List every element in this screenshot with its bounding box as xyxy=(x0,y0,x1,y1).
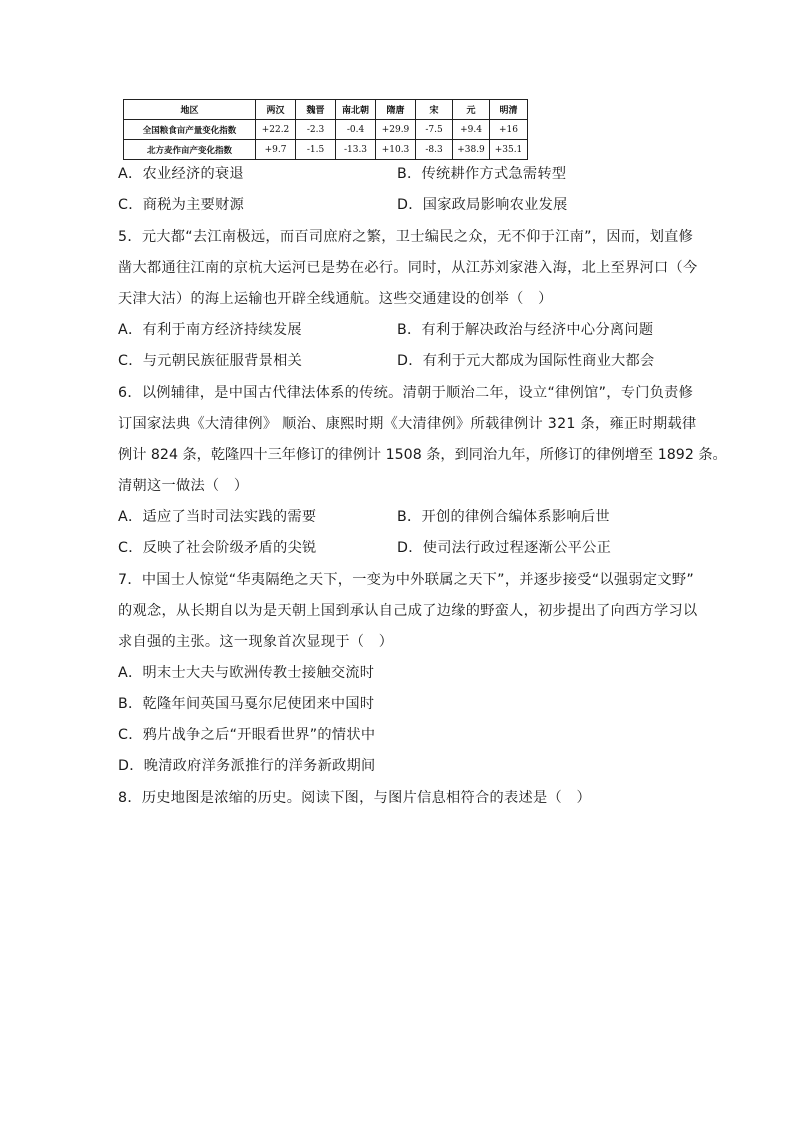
table-cell: -7.5 xyxy=(416,120,453,140)
table-header-cell: 南北朝 xyxy=(336,100,376,120)
q6-stem-line: 例计 824 条，乾隆四十三年修订的律例计 1508 条，到同治九年，所修订的律例增至 1892 条。 xyxy=(118,447,727,463)
q5-option-c: C．与元朝民族征服背景相关 xyxy=(118,353,303,369)
q4-option-a: A．农业经济的衰退 xyxy=(118,166,244,182)
table-cell: -0.4 xyxy=(336,120,376,140)
table-cell: -2.3 xyxy=(296,120,336,140)
q5-stem-line: 5．元大都“去江南极远，而百司庶府之繁，卫士编民之众，无不仰于江南”，因而，划直修 xyxy=(118,229,694,245)
table-header-cell: 地区 xyxy=(124,100,256,120)
q5-option-a: A．有利于南方经济持续发展 xyxy=(118,322,302,338)
table-row xyxy=(124,140,528,160)
table-cell: +38.9 xyxy=(453,140,490,160)
q7-option-a: A．明末士大夫与欧洲传教士接触交流时 xyxy=(118,665,375,681)
q5-option-b: B．有利于解决政治与经济中心分离问题 xyxy=(397,322,654,338)
table-cell: -8.3 xyxy=(416,140,453,160)
table-header-cell: 明清 xyxy=(490,100,528,120)
q4-option-b: B．传统耕作方式急需转型 xyxy=(397,166,567,182)
table-header-row xyxy=(124,100,528,120)
q7-option-b: B．乾隆年间英国马戛尔尼使团来中国时 xyxy=(118,696,375,712)
q6-stem-line: 6．以例辅律，是中国古代律法体系的传统。清朝于顺治二年，设立“律例馆”，专门负责修 xyxy=(118,385,694,401)
table-header-cell: 隋唐 xyxy=(376,100,416,120)
q6-stem-line: 清朝这一做法（ ） xyxy=(118,478,249,494)
table-cell: +9.4 xyxy=(453,120,490,140)
q8-stem-line: 8．历史地图是浓缩的历史。阅读下图，与图片信息相符合的表述是（ ） xyxy=(118,790,591,806)
table-header-cell: 两汉 xyxy=(256,100,296,120)
table-row xyxy=(124,120,528,140)
q5-stem-line: 天津大沽）的海上运输也开辟全线通航。这些交通建设的创举（ ） xyxy=(118,291,553,307)
table-cell: -13.3 xyxy=(336,140,376,160)
table-header-cell: 宋 xyxy=(416,100,453,120)
q6-option-d: D．使司法行政过程逐渐公平公正 xyxy=(397,540,612,556)
q6-stem-line: 订国家法典《大清律例》 顺治、康熙时期《大清律例》所载律例计 321 条，雍正时期载律 xyxy=(118,416,697,432)
q7-option-c: C．鸦片战争之后“开眼看世界”的情状中 xyxy=(118,727,376,743)
table-header-cell: 元 xyxy=(453,100,490,120)
q7-stem-line: 求自强的主张。这一现象首次显现于（ ） xyxy=(118,634,394,650)
table-header-cell: 魏晋 xyxy=(296,100,336,120)
q5-stem-line: 凿大都通往江南的京杭大运河已是势在必行。同时，从江苏刘家港入海，北上至界河口（今 xyxy=(118,260,698,276)
q5-option-d: D．有利于元大都成为国际性商业大都会 xyxy=(397,353,655,369)
table-cell: +9.7 xyxy=(256,140,296,160)
q6-option-a: A．适应了当时司法实践的需要 xyxy=(118,509,317,525)
table-cell: +16 xyxy=(490,120,528,140)
q4-option-c: C．商税为主要财源 xyxy=(118,197,245,213)
q7-stem-line: 的观念，从长期自以为是天朝上国到承认自己成了边缘的野蛮人，初步提出了向西方学习以 xyxy=(118,603,698,619)
table-cell: +29.9 xyxy=(376,120,416,140)
table-cell: +35.1 xyxy=(490,140,528,160)
q6-option-c: C．反映了社会阶级矛盾的尖锐 xyxy=(118,540,317,556)
q7-option-d: D．晚清政府洋务派推行的洋务新政期间 xyxy=(118,758,376,774)
yield-index-table xyxy=(123,99,528,160)
q4-option-d: D．国家政局影响农业发展 xyxy=(397,197,568,213)
table-cell: -1.5 xyxy=(296,140,336,160)
table-cell: 全国粮食亩产量变化指数 xyxy=(124,120,256,140)
table-cell: 北方麦作亩产变化指数 xyxy=(124,140,256,160)
q7-stem-line: 7．中国士人惊觉“华夷隔绝之天下，一变为中外联属之天下”，并逐步接受“以强弱定文野” xyxy=(118,572,694,588)
table-cell: +10.3 xyxy=(376,140,416,160)
table-cell: +22.2 xyxy=(256,120,296,140)
q6-option-b: B．开创的律例合编体系影响后世 xyxy=(397,509,610,525)
